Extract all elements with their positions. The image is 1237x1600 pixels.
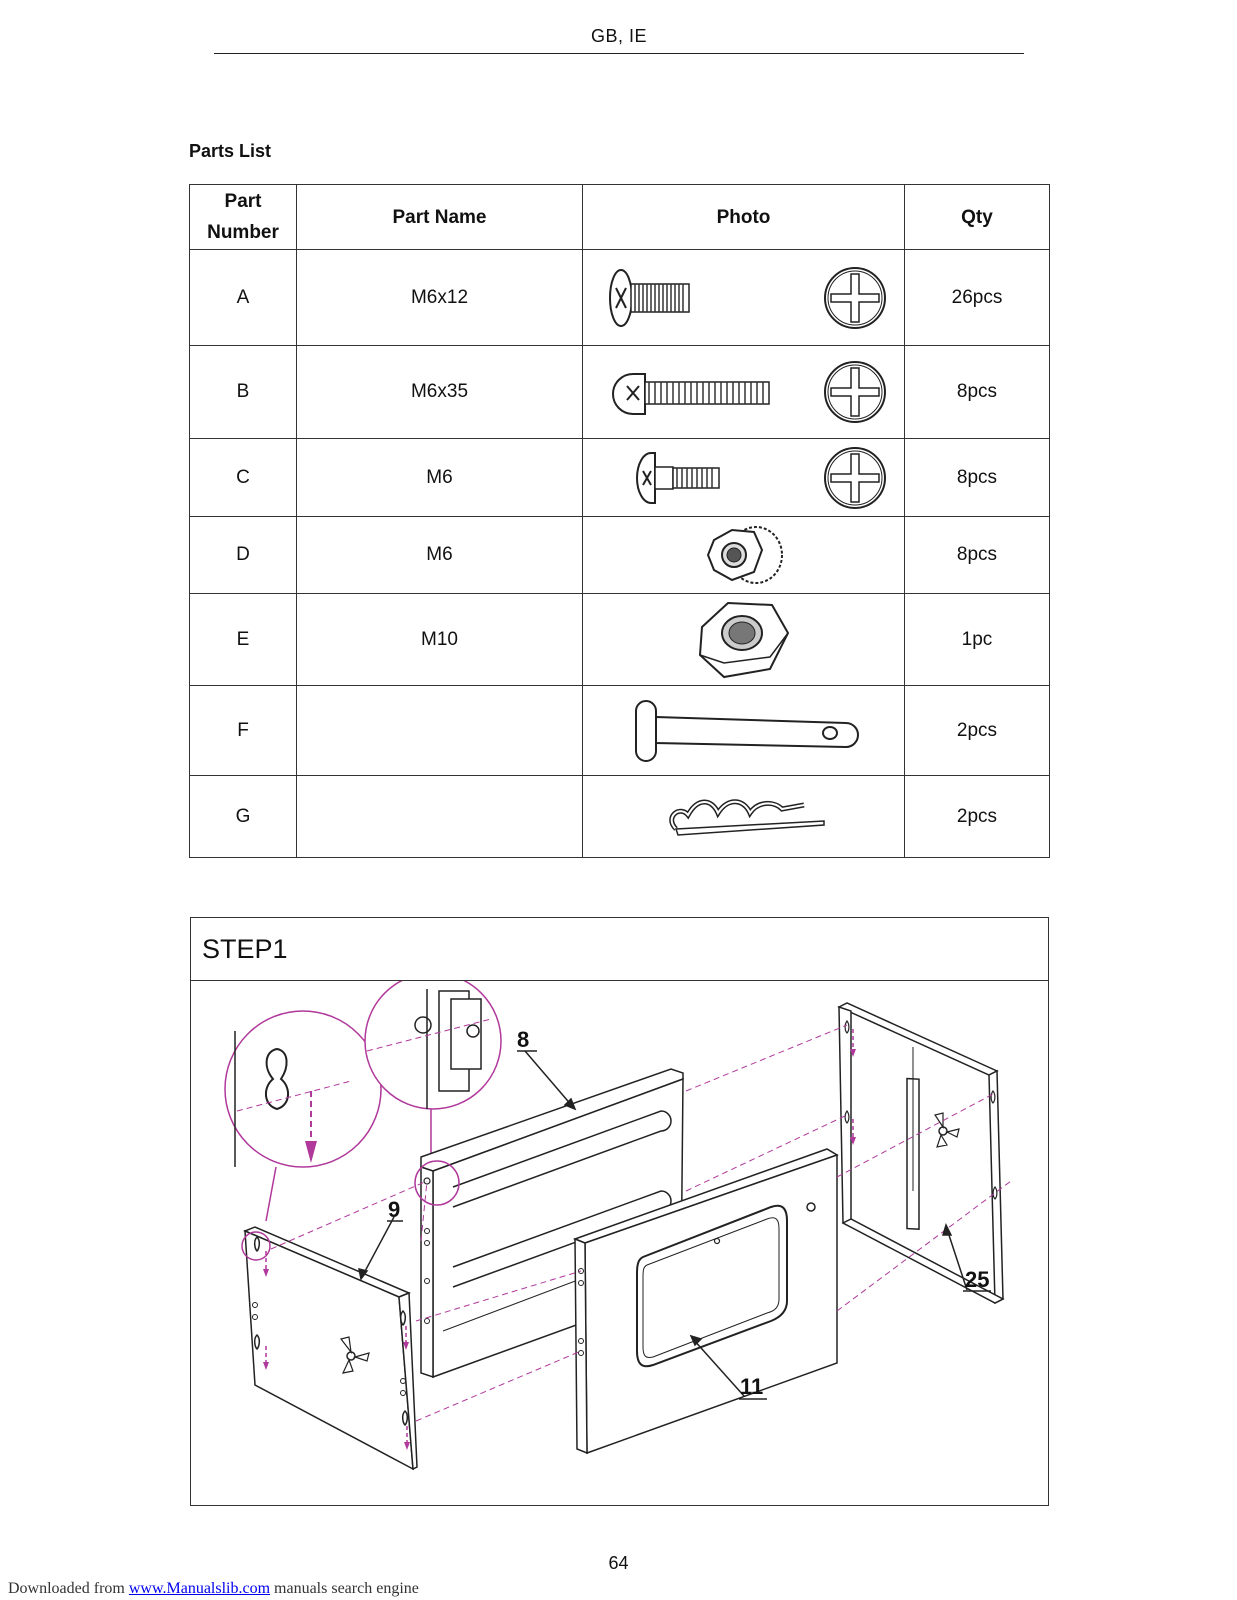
part-qty: 2pcs <box>905 686 1050 776</box>
part-number: A <box>190 250 297 346</box>
shoulder-screw-icon <box>589 443 899 513</box>
assembly-diagram <box>191 981 1047 1504</box>
clevis-pin-icon <box>624 693 864 769</box>
manualslib-link[interactable]: www.Manualslib.com <box>128 1580 271 1597</box>
screw-short-icon <box>589 258 899 338</box>
part-photo <box>583 594 905 686</box>
table-header-row <box>190 185 1050 250</box>
part-qty: 2pcs <box>905 776 1050 858</box>
part-qty: 8pcs <box>905 346 1050 439</box>
step-box <box>190 917 1049 1506</box>
part-number: F <box>190 686 297 776</box>
part-photo <box>583 517 905 594</box>
table-row <box>190 250 1050 346</box>
hex-nut-icon <box>684 597 804 683</box>
page-number: 64 <box>608 1553 629 1573</box>
table-row <box>190 517 1050 594</box>
part-qty: 1pc <box>905 594 1050 686</box>
part-qty: 26pcs <box>905 250 1050 346</box>
callout-25: 25 <box>965 1267 990 1292</box>
part-photo <box>583 250 905 346</box>
section-title: Parts List <box>189 141 272 161</box>
table-row <box>190 776 1050 858</box>
header-part-name: Part Name <box>297 185 583 250</box>
part-number: D <box>190 517 297 594</box>
part-photo <box>583 776 905 858</box>
part-qty: 8pcs <box>905 517 1050 594</box>
flange-nut-icon <box>684 520 804 590</box>
header-divider <box>214 53 1024 54</box>
header-part-number: Part Number <box>190 185 297 250</box>
part-number: C <box>190 439 297 517</box>
part-name: M6x12 <box>297 250 583 346</box>
part-name: M6 <box>297 439 583 517</box>
r-clip-icon <box>654 787 834 847</box>
table-row <box>190 686 1050 776</box>
part-number: G <box>190 776 297 858</box>
step-title: STEP1 <box>191 918 1048 981</box>
table-row <box>190 594 1050 686</box>
table-row <box>190 346 1050 439</box>
part-name: M10 <box>297 594 583 686</box>
part-number: E <box>190 594 297 686</box>
footer-prefix: Downloaded from <box>8 1580 129 1597</box>
callout-8: 8 <box>517 1027 530 1052</box>
header-qty: Qty <box>905 185 1050 250</box>
part-number: B <box>190 346 297 439</box>
footer-suffix: manuals search engine <box>270 1580 419 1597</box>
part-photo <box>583 439 905 517</box>
part-name <box>297 776 583 858</box>
header-photo: Photo <box>583 185 905 250</box>
part-qty: 8pcs <box>905 439 1050 517</box>
download-footer <box>8 1580 419 1598</box>
side-panel-left <box>242 1227 417 1469</box>
callout-11: 11 <box>740 1374 764 1399</box>
parts-table <box>189 184 1050 858</box>
part-name <box>297 686 583 776</box>
part-photo <box>583 686 905 776</box>
part-name: M6x35 <box>297 346 583 439</box>
side-panel-right <box>839 1003 1003 1303</box>
callout-9: 9 <box>388 1197 401 1222</box>
screw-detail-circle <box>365 981 501 1109</box>
keyhole-detail-circle <box>225 1011 381 1167</box>
part-photo <box>583 346 905 439</box>
part-name: M6 <box>297 517 583 594</box>
table-row <box>190 439 1050 517</box>
header-region: GB, IE <box>590 26 647 46</box>
screw-long-icon <box>589 352 899 432</box>
